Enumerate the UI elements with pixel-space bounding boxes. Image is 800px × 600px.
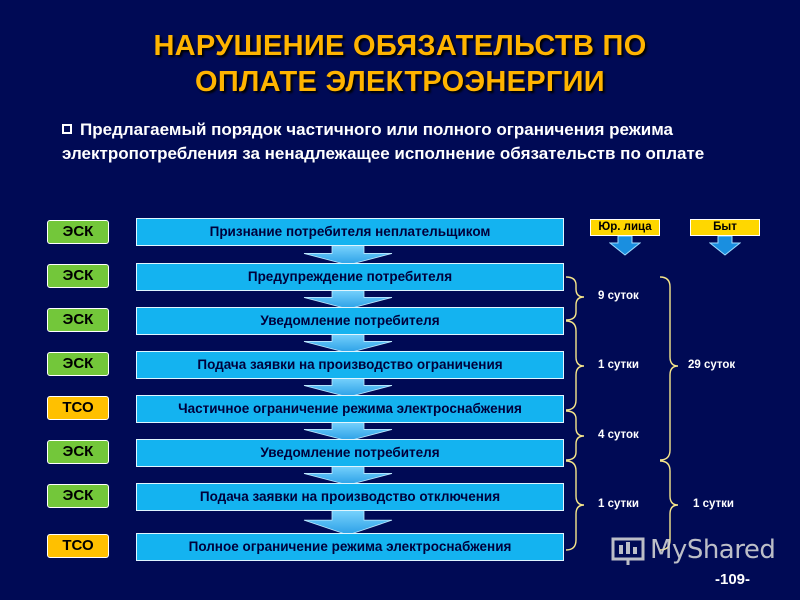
flow-arrow [304, 288, 392, 309]
flow-arrow [304, 420, 392, 441]
actor-tag-esk: ЭСК [47, 440, 109, 464]
step-box-7: Подача заявки на производство отключения [136, 483, 564, 511]
watermark-text: MyShared [650, 535, 776, 565]
flow-arrow [304, 376, 392, 397]
duration-legal-2: 1 сутки [598, 359, 639, 371]
slide-title-line-1: НАРУШЕНИЕ ОБЯЗАТЕЛЬСТВ ПО [153, 30, 647, 62]
flow-arrow [304, 508, 392, 535]
actor-tag-esk: ЭСК [47, 484, 109, 508]
presentation-icon [610, 533, 646, 567]
actor-tag-esk: ЭСК [47, 264, 109, 288]
flow-arrow [304, 244, 392, 265]
actor-tag-esk: ЭСК [47, 308, 109, 332]
duration-legal-3: 4 суток [598, 429, 639, 441]
step-box-2: Предупреждение потребителя [136, 263, 564, 291]
page-number: -109- [715, 571, 751, 588]
step-box-5: Частичное ограничение режима электроснабжения [136, 395, 564, 423]
watermark-logo [610, 533, 775, 567]
step-box-3: Уведомление потребителя [136, 307, 564, 335]
flow-arrow [304, 332, 392, 353]
step-box-1: Признание потребителя неплательщиком [136, 218, 564, 246]
flow-arrow [304, 464, 392, 485]
duration-legal-4: 1 сутки [598, 498, 639, 510]
slide-title-line-2: ОПЛАТЕ ЭЛЕКТРОЭНЕРГИИ [195, 66, 605, 98]
actor-tag-tso: ТСО [47, 396, 109, 420]
column-header-legal: Юр. лица [590, 219, 660, 236]
actor-tag-esk: ЭСК [47, 352, 109, 376]
step-box-8: Полное ограничение режима электроснабжения [136, 533, 564, 561]
step-box-6: Уведомление потребителя [136, 439, 564, 467]
actor-tag-tso: ТСО [47, 534, 109, 558]
subtitle-text: Предлагаемый порядок частичного или полного ограничения режима электропотребления за ненадлежащее исполнение обязательств по оплате [62, 120, 705, 163]
duration-household-1: 29 суток [688, 359, 736, 371]
duration-legal-1: 9 суток [598, 290, 639, 302]
duration-household-2: 1 сутки [693, 498, 734, 510]
column-header-household: Быт [690, 219, 760, 236]
step-box-4: Подача заявки на производство ограничения [136, 351, 564, 379]
actor-tag-esk: ЭСК [47, 220, 109, 244]
